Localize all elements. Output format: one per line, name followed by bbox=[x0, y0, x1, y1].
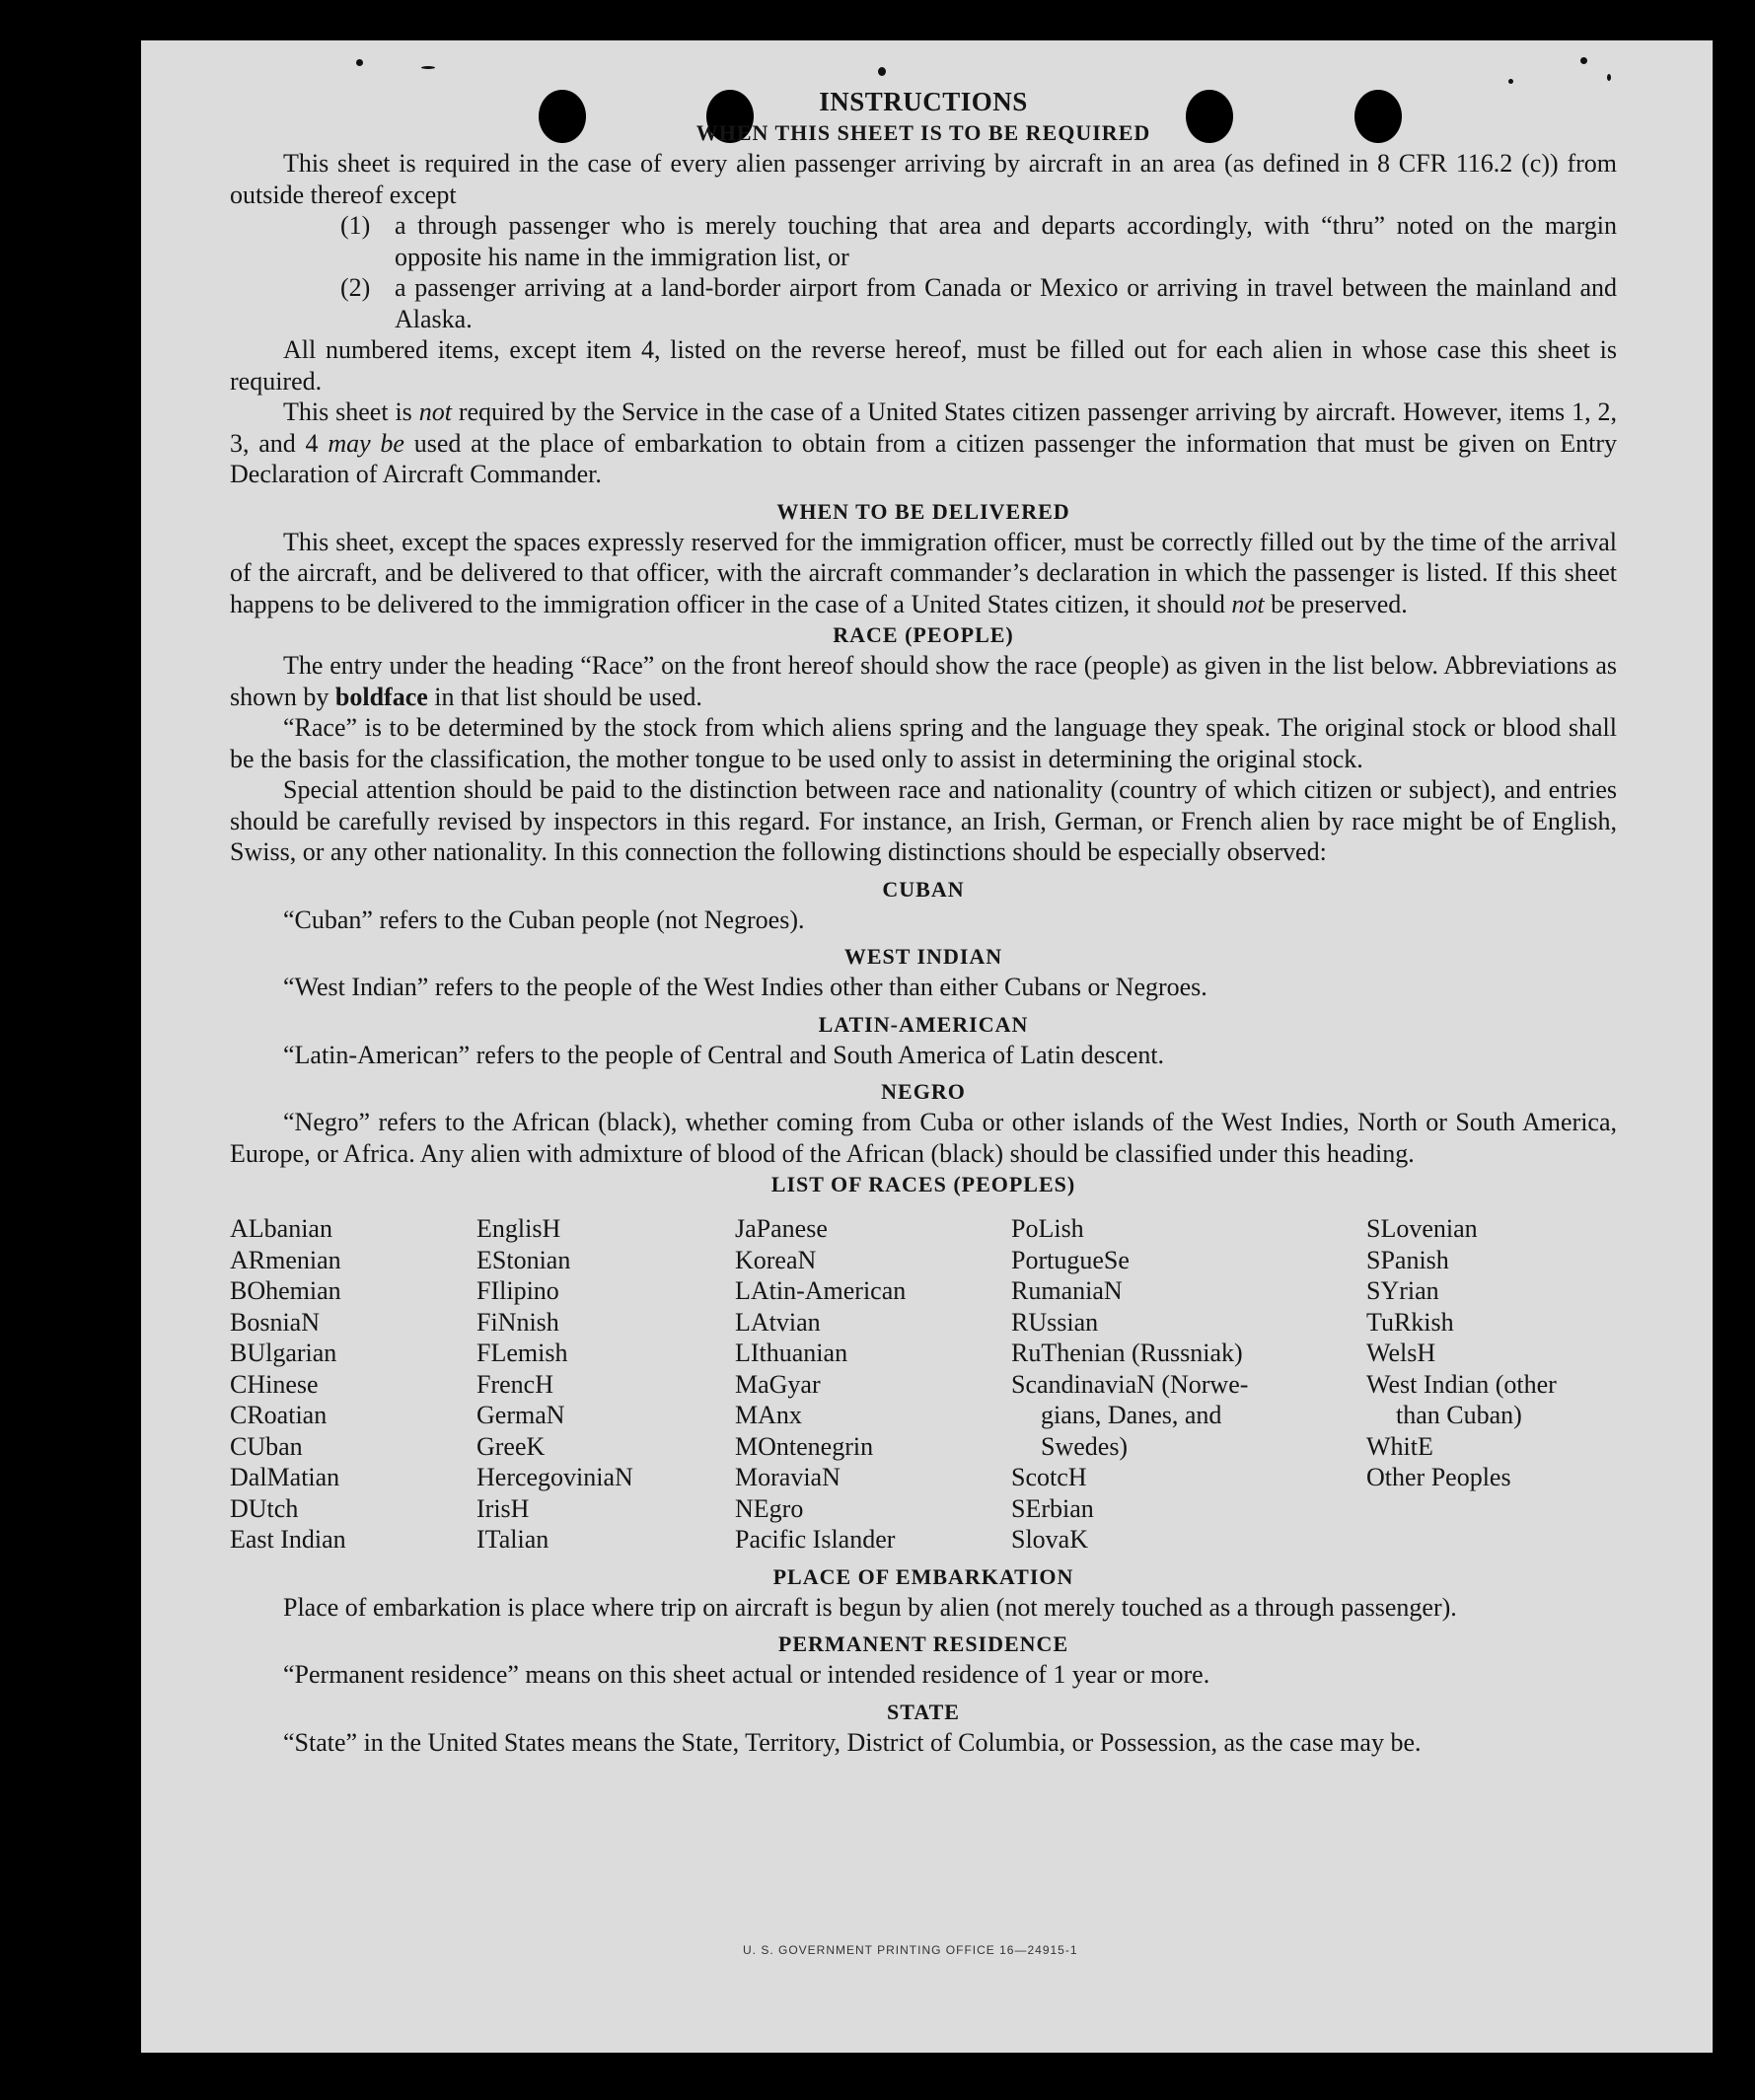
race-entry: SlovaK bbox=[1011, 1525, 1088, 1554]
speck bbox=[421, 66, 435, 69]
race-entry: East Indian bbox=[230, 1525, 346, 1554]
section-heading: NEGRO bbox=[881, 1079, 966, 1104]
paragraph: “Cuban” refers to the Cuban people (not Negroes). bbox=[283, 905, 805, 934]
speck bbox=[356, 59, 363, 66]
paragraph: All numbered items, except item 4, listed on the reverse hereof, must be filled out for each alien in whose case this sheet is required. bbox=[230, 335, 1617, 396]
race-entry: LIthuanian bbox=[735, 1339, 848, 1367]
section-heading: CUBAN bbox=[882, 876, 965, 902]
race-entry: EnglisH bbox=[476, 1214, 561, 1243]
item-text: a through passenger who is merely touching that area and departs accordingly, with “thru” noted on the margin opposite his name in the immigration list, or bbox=[395, 211, 1617, 271]
item-number: (1) bbox=[340, 211, 371, 240]
race-entry: RumaniaN bbox=[1011, 1276, 1123, 1305]
paragraph: This sheet is required in the case of every alien passenger arriving by aircraft in an area (as defined in 8 CFR 116.2 (c)) from outside thereof except bbox=[230, 149, 1617, 209]
race-entry: Pacific Islander bbox=[735, 1525, 896, 1554]
section-heading: LATIN-AMERICAN bbox=[818, 1011, 1029, 1037]
race-entry: than Cuban) bbox=[1396, 1401, 1522, 1429]
paragraph: This sheet, except the spaces expressly reserved for the immigration officer, must be correctly filled out by the time of the arrival of the aircraft, and be delivered to that officer, with the aircraft commander’s declaration in which the passenger is listed. If this sheet happens to be delivered to the immigration officer in the case of a United States citizen, it should not be preserved. bbox=[230, 527, 1617, 618]
race-entry: KoreaN bbox=[735, 1245, 817, 1274]
instructions-body bbox=[230, 86, 1617, 1758]
race-entry: MaGyar bbox=[735, 1369, 821, 1399]
section-heading: WEST INDIAN bbox=[843, 944, 1003, 969]
race-entry: Swedes) bbox=[1041, 1431, 1129, 1461]
race-entry: MoraviaN bbox=[735, 1463, 841, 1491]
race-entry: GreeK bbox=[476, 1431, 546, 1461]
race-entry: WhitE bbox=[1366, 1431, 1433, 1461]
race-entry: PortugueSe bbox=[1011, 1245, 1130, 1274]
race-entry: WelsH bbox=[1366, 1339, 1436, 1367]
race-entry: ITalian bbox=[476, 1525, 549, 1554]
race-entry: GermaN bbox=[476, 1401, 565, 1429]
race-entry: CUban bbox=[230, 1431, 303, 1461]
races-column bbox=[1011, 1213, 1366, 1556]
paragraph: “Negro” refers to the African (black), whether coming from Cuba or other islands of the West Indies, North or South America, Europe, or Africa. Any alien with admixture of blood of the African (black) should be classified under this heading. bbox=[230, 1108, 1617, 1168]
paragraph: “State” in the United States means the State, Territory, District of Columbia, or Possession, as the case may be. bbox=[283, 1727, 1422, 1757]
race-entry: ScotcH bbox=[1011, 1463, 1087, 1491]
races-column bbox=[735, 1213, 1011, 1556]
race-entry: HercegoviniaN bbox=[476, 1463, 633, 1491]
race-entry: gians, Danes, and bbox=[1041, 1401, 1222, 1429]
race-entry: SLovenian bbox=[1366, 1214, 1478, 1243]
race-entry: CHinese bbox=[230, 1369, 319, 1399]
race-entry: MAnx bbox=[735, 1401, 802, 1429]
race-entry: LAtvian bbox=[735, 1307, 821, 1337]
race-entry: SYrian bbox=[1366, 1276, 1439, 1305]
printer-imprint: U. S. GOVERNMENT PRINTING OFFICE 16—24915-1 bbox=[743, 1943, 1078, 1957]
paragraph: “Latin-American” refers to the people of Central and South America of Latin descent. bbox=[283, 1040, 1165, 1069]
speck bbox=[878, 67, 886, 76]
item-number: (2) bbox=[340, 273, 371, 302]
race-entry: FiNnish bbox=[476, 1307, 559, 1337]
race-entry: RUssian bbox=[1011, 1307, 1099, 1337]
section-heading: RACE (PEOPLE) bbox=[833, 622, 1014, 647]
race-entry: BUlgarian bbox=[230, 1339, 337, 1367]
section-heading: STATE bbox=[887, 1699, 960, 1724]
section-heading: WHEN TO BE DELIVERED bbox=[776, 498, 1070, 524]
races-column bbox=[230, 1213, 476, 1556]
main-heading: INSTRUCTIONS bbox=[819, 87, 1028, 116]
races-column bbox=[1366, 1213, 1617, 1556]
race-entry: JaPanese bbox=[735, 1214, 828, 1243]
race-entry: LAtin-American bbox=[735, 1276, 907, 1305]
speck bbox=[1580, 57, 1587, 64]
race-entry: FrencH bbox=[476, 1369, 553, 1399]
race-entry: PoLish bbox=[1011, 1214, 1084, 1243]
list-item bbox=[340, 210, 1617, 272]
race-entry: NEgro bbox=[735, 1493, 804, 1523]
race-entry: BOhemian bbox=[230, 1276, 341, 1305]
section-heading: LIST OF RACES (PEOPLES) bbox=[770, 1172, 1076, 1196]
speck bbox=[1508, 79, 1513, 84]
race-entry: IrisH bbox=[476, 1493, 530, 1523]
race-entry: ALbanian bbox=[230, 1214, 332, 1243]
race-entry: CRoatian bbox=[230, 1401, 328, 1429]
race-entry: ARmenian bbox=[230, 1245, 341, 1274]
race-entry: TuRkish bbox=[1366, 1307, 1454, 1337]
race-entry: BosniaN bbox=[230, 1307, 320, 1337]
race-entry: FLemish bbox=[476, 1339, 568, 1367]
race-entry: SPanish bbox=[1366, 1245, 1449, 1274]
paragraph: Place of embarkation is place where trip on aircraft is begun by alien (not merely touched as a through passenger). bbox=[283, 1592, 1457, 1622]
paragraph: This sheet is not required by the Service in the case of a United States citizen passenger arriving by aircraft. However, items 1, 2, 3, and 4 may be used at the place of embarkation to obtain from a citizen passenger the information that must be given on Entry Declaration of Aircraft Commander. bbox=[230, 398, 1618, 488]
document-page bbox=[141, 40, 1713, 2053]
races-column bbox=[476, 1213, 735, 1556]
paragraph: “Race” is to be determined by the stock from which aliens spring and the language they speak. The original stock or blood shall be the basis for the classification, the mother tongue to be used only to assist in determining the original stock. bbox=[230, 713, 1617, 773]
section-heading: PERMANENT RESIDENCE bbox=[777, 1631, 1069, 1656]
paragraph: “West Indian” refers to the people of the West Indies other than either Cubans or Negroes. bbox=[283, 973, 1207, 1001]
race-entry: SErbian bbox=[1011, 1493, 1094, 1523]
race-entry: Other Peoples bbox=[1366, 1463, 1511, 1491]
list-item bbox=[340, 272, 1617, 334]
section-heading: PLACE OF EMBARKATION bbox=[772, 1563, 1074, 1589]
race-entry: RuThenian (Russniak) bbox=[1011, 1339, 1243, 1367]
race-entry: EStonian bbox=[476, 1245, 571, 1274]
race-entry: DalMatian bbox=[230, 1463, 340, 1491]
paragraph: “Permanent residence” means on this sheet actual or intended residence of 1 year or more. bbox=[283, 1660, 1210, 1689]
paragraph: Special attention should be paid to the distinction between race and nationality (country of which citizen or subject), and entries should be carefully revised by inspectors in this regard. For instance, an Irish, German, or French alien by race might be of English, Swiss, or any other nationality. In this connection the following distinctions should be especially observed: bbox=[230, 775, 1617, 866]
race-entry: DUtch bbox=[230, 1493, 299, 1523]
race-entry: FIlipino bbox=[476, 1276, 559, 1305]
section-heading: WHEN THIS SHEET IS TO BE REQUIRED bbox=[695, 120, 1151, 145]
speck bbox=[1607, 74, 1611, 81]
race-entry: ScandinaviaN (Norwe- bbox=[1011, 1369, 1249, 1399]
races-list bbox=[230, 1213, 1617, 1556]
race-entry: West Indian (other bbox=[1366, 1369, 1557, 1399]
paragraph: The entry under the heading “Race” on the front hereof should show the race (people) as given in the list below. Abbreviations as shown by boldface in that list should be used. bbox=[230, 651, 1617, 711]
item-text: a passenger arriving at a land-border airport from Canada or Mexico or arriving in travel between the mainland and Alaska. bbox=[395, 273, 1617, 333]
race-entry: MOntenegrin bbox=[735, 1431, 874, 1461]
